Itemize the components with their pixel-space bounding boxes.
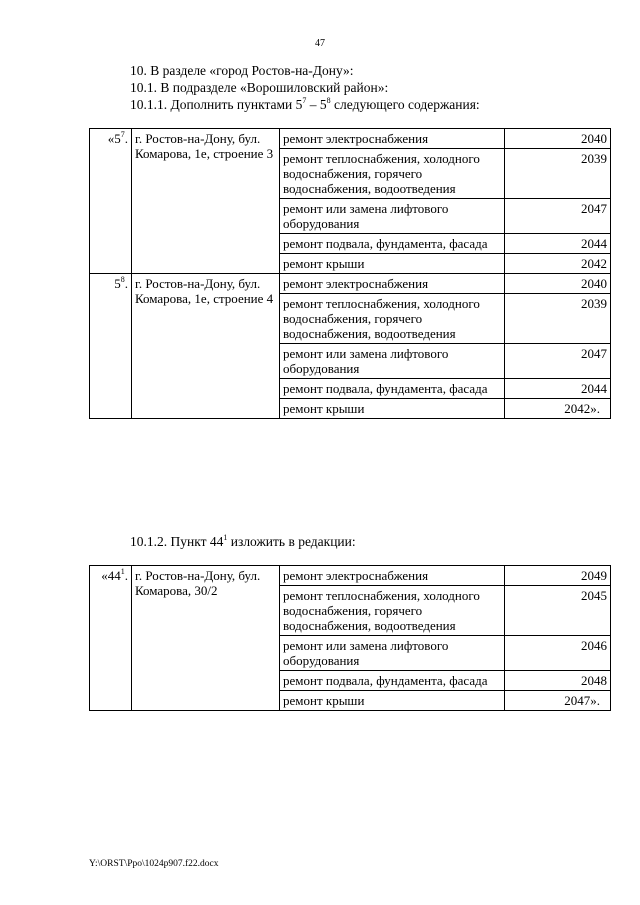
item-number-text: . bbox=[124, 568, 128, 583]
instruction-text: – 5 bbox=[306, 97, 327, 112]
year-cell: 2048 bbox=[505, 671, 611, 691]
year-cell: 2040 bbox=[505, 129, 611, 149]
instruction-text: изложить в редакции: bbox=[227, 534, 356, 549]
superscript: 7 bbox=[120, 129, 125, 139]
year-cell: 2045 bbox=[505, 586, 611, 636]
work-type-cell: ремонт электроснабжения bbox=[280, 129, 505, 149]
year-cell: 2047 bbox=[505, 199, 611, 234]
work-type-cell: ремонт или замена лифтового оборудования bbox=[280, 636, 505, 671]
intro-block bbox=[130, 62, 480, 113]
schedule-table-2 bbox=[89, 565, 611, 711]
work-type-cell: ремонт теплоснабжения, холодного водоснабжения, горячего водоснабжения, водоотведения bbox=[280, 586, 505, 636]
work-type-cell: ремонт крыши bbox=[280, 691, 505, 711]
year-cell: 2049 bbox=[505, 566, 611, 586]
page-number: 47 bbox=[315, 38, 325, 49]
item-number-text: 5 bbox=[114, 276, 121, 291]
superscript: 8 bbox=[326, 95, 331, 105]
year-cell: 2039 bbox=[505, 149, 611, 199]
address-cell: г. Ростов-на-Дону, бул. Комарова, 1е, строение 3 bbox=[132, 129, 280, 274]
year-cell: 2047 bbox=[505, 344, 611, 379]
schedule-table-1 bbox=[89, 128, 611, 419]
superscript: 1 bbox=[120, 566, 125, 576]
superscript: 8 bbox=[120, 274, 125, 284]
year-cell: 2042 bbox=[505, 254, 611, 274]
work-type-cell: ремонт теплоснабжения, холодного водоснабжения, горячего водоснабжения, водоотведения bbox=[280, 149, 505, 199]
amendment-instruction bbox=[130, 96, 480, 113]
superscript: 1 bbox=[223, 532, 228, 542]
address-cell: г. Ростов-на-Дону, бул. Комарова, 1е, строение 4 bbox=[132, 274, 280, 419]
work-type-cell: ремонт электроснабжения bbox=[280, 566, 505, 586]
table-row bbox=[90, 566, 611, 586]
amendment-instruction-2 bbox=[130, 534, 356, 550]
year-cell: 2044 bbox=[505, 234, 611, 254]
item-number bbox=[90, 566, 132, 711]
address-cell: г. Ростов-на-Дону, бул. Комарова, 30/2 bbox=[132, 566, 280, 711]
section-heading: 10. В разделе «город Ростов-на-Дону»: bbox=[130, 63, 354, 78]
work-type-cell: ремонт подвала, фундамента, фасада bbox=[280, 234, 505, 254]
work-type-cell: ремонт электроснабжения bbox=[280, 274, 505, 294]
work-type-cell: ремонт или замена лифтового оборудования bbox=[280, 199, 505, 234]
instruction-text: следующего содержания: bbox=[330, 97, 480, 112]
work-type-cell: ремонт крыши bbox=[280, 399, 505, 419]
item-number-text: . bbox=[124, 131, 128, 146]
file-path-footer: Y:\ORST\Ppo\1024p907.f22.docx bbox=[89, 859, 219, 869]
instruction-text: 10.1.2. Пункт 44 bbox=[130, 534, 224, 549]
year-cell: 2047». bbox=[505, 691, 611, 711]
subsection-heading: 10.1. В подразделе «Ворошиловский район»: bbox=[130, 80, 389, 95]
item-number-text: «5 bbox=[107, 131, 121, 146]
item-number bbox=[90, 129, 132, 274]
work-type-cell: ремонт или замена лифтового оборудования bbox=[280, 344, 505, 379]
work-type-cell: ремонт подвала, фундамента, фасада bbox=[280, 379, 505, 399]
work-type-cell: ремонт крыши bbox=[280, 254, 505, 274]
item-number-text: «44 bbox=[101, 568, 121, 583]
year-cell: 2040 bbox=[505, 274, 611, 294]
year-cell: 2044 bbox=[505, 379, 611, 399]
item-number bbox=[90, 274, 132, 419]
superscript: 7 bbox=[302, 95, 307, 105]
year-cell: 2046 bbox=[505, 636, 611, 671]
table-row bbox=[90, 274, 611, 294]
item-number-text: . bbox=[124, 276, 128, 291]
work-type-cell: ремонт теплоснабжения, холодного водоснабжения, горячего водоснабжения, водоотведения bbox=[280, 294, 505, 344]
instruction-text: 10.1.1. Дополнить пунктами 5 bbox=[130, 97, 303, 112]
year-cell: 2042». bbox=[505, 399, 611, 419]
work-type-cell: ремонт подвала, фундамента, фасада bbox=[280, 671, 505, 691]
table-row bbox=[90, 129, 611, 149]
year-cell: 2039 bbox=[505, 294, 611, 344]
